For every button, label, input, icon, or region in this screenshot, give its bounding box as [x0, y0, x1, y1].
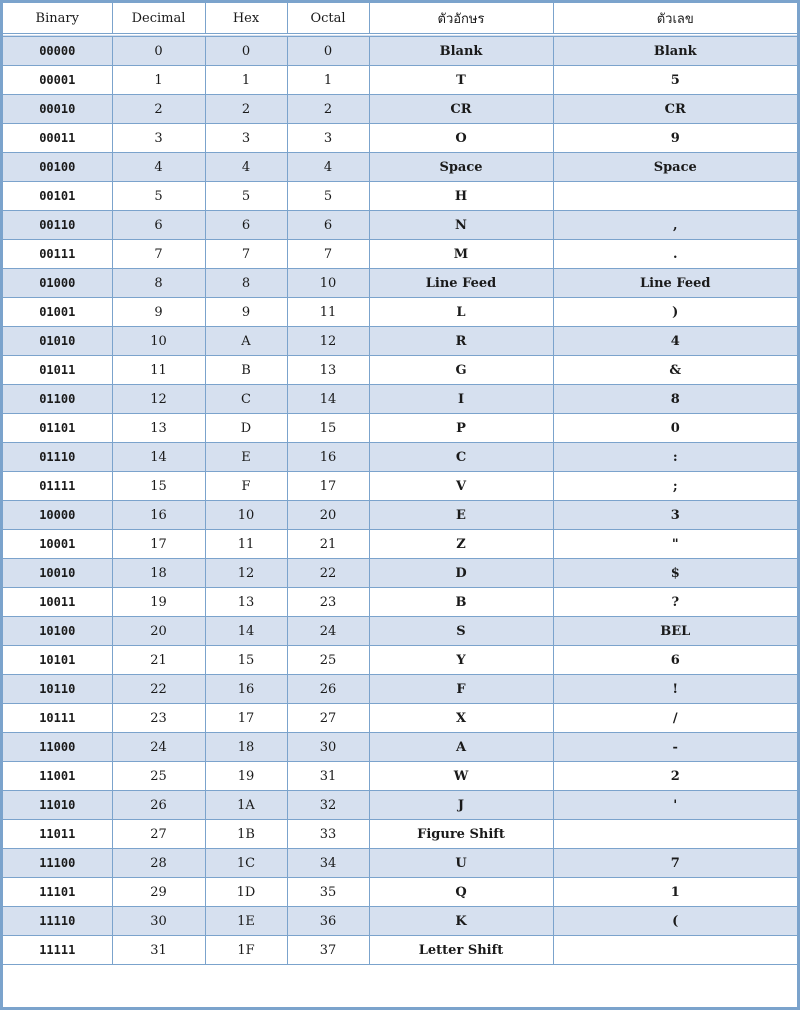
- cell-letter: C: [369, 443, 553, 472]
- cell-decimal: 4: [112, 153, 205, 182]
- cell-figure: .: [553, 240, 797, 269]
- cell-binary: 01000: [3, 269, 112, 298]
- cell-octal: 7: [287, 240, 369, 269]
- cell-figure: 7: [553, 849, 797, 878]
- cell-figure: 1: [553, 878, 797, 907]
- cell-decimal: 8: [112, 269, 205, 298]
- cell-decimal: 29: [112, 878, 205, 907]
- cell-octal: 33: [287, 820, 369, 849]
- table-row: [3, 501, 797, 530]
- cell-letter: Z: [369, 530, 553, 559]
- header-figures: ตัวเลข: [553, 3, 797, 35]
- cell-binary: 10010: [3, 559, 112, 588]
- table-row: [3, 240, 797, 269]
- table-body: [3, 35, 797, 965]
- cell-letter: M: [369, 240, 553, 269]
- cell-figure: Line Feed: [553, 269, 797, 298]
- cell-hex: 1B: [205, 820, 287, 849]
- cell-hex: 4: [205, 153, 287, 182]
- cell-binary: 10111: [3, 704, 112, 733]
- header-letters: ตัวอักษร: [369, 3, 553, 35]
- cell-hex: C: [205, 385, 287, 414]
- cell-binary: 01001: [3, 298, 112, 327]
- cell-octal: 6: [287, 211, 369, 240]
- cell-decimal: 28: [112, 849, 205, 878]
- cell-binary: 01111: [3, 472, 112, 501]
- cell-hex: B: [205, 356, 287, 385]
- table-row: [3, 704, 797, 733]
- cell-letter: P: [369, 414, 553, 443]
- cell-hex: A: [205, 327, 287, 356]
- cell-hex: 1A: [205, 791, 287, 820]
- cell-octal: 3: [287, 124, 369, 153]
- cell-octal: 21: [287, 530, 369, 559]
- cell-octal: 32: [287, 791, 369, 820]
- cell-figure: 3: [553, 501, 797, 530]
- table-row: [3, 530, 797, 559]
- cell-binary: 10110: [3, 675, 112, 704]
- table-row: [3, 385, 797, 414]
- cell-decimal: 15: [112, 472, 205, 501]
- cell-figure: CR: [553, 95, 797, 124]
- cell-decimal: 6: [112, 211, 205, 240]
- cell-binary: 01101: [3, 414, 112, 443]
- cell-decimal: 30: [112, 907, 205, 936]
- cell-figure: !: [553, 675, 797, 704]
- cell-binary: 11001: [3, 762, 112, 791]
- cell-letter: Line Feed: [369, 269, 553, 298]
- cell-octal: 31: [287, 762, 369, 791]
- cell-octal: 37: [287, 936, 369, 965]
- cell-octal: 34: [287, 849, 369, 878]
- cell-octal: 36: [287, 907, 369, 936]
- cell-octal: 1: [287, 66, 369, 95]
- cell-binary: 00100: [3, 153, 112, 182]
- cell-binary: 01100: [3, 385, 112, 414]
- cell-binary: 11011: [3, 820, 112, 849]
- cell-binary: 10100: [3, 617, 112, 646]
- cell-decimal: 18: [112, 559, 205, 588]
- cell-octal: 17: [287, 472, 369, 501]
- table-row: [3, 35, 797, 66]
- cell-letter: Q: [369, 878, 553, 907]
- cell-letter: E: [369, 501, 553, 530]
- table-row: [3, 269, 797, 298]
- cell-letter: B: [369, 588, 553, 617]
- cell-hex: 13: [205, 588, 287, 617]
- cell-figure: 8: [553, 385, 797, 414]
- table-row: [3, 124, 797, 153]
- cell-hex: 17: [205, 704, 287, 733]
- cell-decimal: 11: [112, 356, 205, 385]
- cell-figure: [553, 936, 797, 965]
- cell-hex: E: [205, 443, 287, 472]
- cell-hex: 1C: [205, 849, 287, 878]
- cell-hex: 12: [205, 559, 287, 588]
- cell-letter: R: [369, 327, 553, 356]
- cell-figure: &: [553, 356, 797, 385]
- cell-hex: 18: [205, 733, 287, 762]
- cell-binary: 00001: [3, 66, 112, 95]
- cell-letter: K: [369, 907, 553, 936]
- cell-figure: ;: [553, 472, 797, 501]
- table-row: [3, 211, 797, 240]
- cell-decimal: 19: [112, 588, 205, 617]
- cell-octal: 27: [287, 704, 369, 733]
- cell-figure: [553, 820, 797, 849]
- cell-decimal: 10: [112, 327, 205, 356]
- cell-hex: 1F: [205, 936, 287, 965]
- table-row: [3, 675, 797, 704]
- cell-letter: D: [369, 559, 553, 588]
- cell-binary: 01011: [3, 356, 112, 385]
- cell-figure: Space: [553, 153, 797, 182]
- cell-letter: Space: [369, 153, 553, 182]
- cell-hex: F: [205, 472, 287, 501]
- cell-octal: 35: [287, 878, 369, 907]
- cell-hex: 1D: [205, 878, 287, 907]
- table-row: [3, 878, 797, 907]
- cell-binary: 11010: [3, 791, 112, 820]
- cell-letter: CR: [369, 95, 553, 124]
- cell-figure: ?: [553, 588, 797, 617]
- cell-letter: Figure Shift: [369, 820, 553, 849]
- table-row: [3, 414, 797, 443]
- cell-letter: L: [369, 298, 553, 327]
- cell-letter: Blank: [369, 35, 553, 66]
- cell-octal: 13: [287, 356, 369, 385]
- cell-octal: 22: [287, 559, 369, 588]
- cell-decimal: 27: [112, 820, 205, 849]
- cell-figure: 0: [553, 414, 797, 443]
- table-row: [3, 298, 797, 327]
- cell-octal: 23: [287, 588, 369, 617]
- cell-octal: 15: [287, 414, 369, 443]
- cell-decimal: 26: [112, 791, 205, 820]
- cell-letter: I: [369, 385, 553, 414]
- cell-letter: T: [369, 66, 553, 95]
- cell-hex: D: [205, 414, 287, 443]
- cell-decimal: 25: [112, 762, 205, 791]
- cell-octal: 0: [287, 35, 369, 66]
- table-row: [3, 820, 797, 849]
- cell-figure: ": [553, 530, 797, 559]
- cell-figure: /: [553, 704, 797, 733]
- cell-letter: G: [369, 356, 553, 385]
- cell-hex: 7: [205, 240, 287, 269]
- cell-hex: 8: [205, 269, 287, 298]
- cell-decimal: 1: [112, 66, 205, 95]
- cell-decimal: 12: [112, 385, 205, 414]
- cell-decimal: 24: [112, 733, 205, 762]
- cell-binary: 11100: [3, 849, 112, 878]
- cell-letter: W: [369, 762, 553, 791]
- cell-hex: 1E: [205, 907, 287, 936]
- cell-binary: 00111: [3, 240, 112, 269]
- cell-hex: 1: [205, 66, 287, 95]
- cell-letter: O: [369, 124, 553, 153]
- cell-binary: 00010: [3, 95, 112, 124]
- table-header: [3, 3, 797, 35]
- header-binary: Binary: [3, 3, 112, 35]
- cell-hex: 10: [205, 501, 287, 530]
- cell-binary: 10000: [3, 501, 112, 530]
- cell-letter: F: [369, 675, 553, 704]
- cell-hex: 3: [205, 124, 287, 153]
- cell-binary: 10011: [3, 588, 112, 617]
- baudot-code-table: [3, 3, 797, 965]
- cell-figure: 6: [553, 646, 797, 675]
- cell-octal: 25: [287, 646, 369, 675]
- cell-octal: 20: [287, 501, 369, 530]
- cell-figure: 2: [553, 762, 797, 791]
- cell-binary: 00101: [3, 182, 112, 211]
- cell-decimal: 22: [112, 675, 205, 704]
- cell-octal: 10: [287, 269, 369, 298]
- table-row: [3, 617, 797, 646]
- cell-decimal: 14: [112, 443, 205, 472]
- cell-binary: 11110: [3, 907, 112, 936]
- cell-octal: 12: [287, 327, 369, 356]
- cell-hex: 14: [205, 617, 287, 646]
- table-row: [3, 936, 797, 965]
- cell-octal: 11: [287, 298, 369, 327]
- table-row: [3, 182, 797, 211]
- cell-binary: 00110: [3, 211, 112, 240]
- cell-hex: 15: [205, 646, 287, 675]
- table-row: [3, 443, 797, 472]
- cell-figure: 4: [553, 327, 797, 356]
- header-row: [3, 3, 797, 35]
- cell-binary: 11111: [3, 936, 112, 965]
- cell-binary: 10001: [3, 530, 112, 559]
- table-row: [3, 153, 797, 182]
- header-decimal: Decimal: [112, 3, 205, 35]
- cell-figure: (: [553, 907, 797, 936]
- cell-decimal: 17: [112, 530, 205, 559]
- cell-figure: 5: [553, 66, 797, 95]
- cell-letter: J: [369, 791, 553, 820]
- table-row: [3, 588, 797, 617]
- cell-figure: -: [553, 733, 797, 762]
- cell-hex: 9: [205, 298, 287, 327]
- cell-octal: 24: [287, 617, 369, 646]
- cell-decimal: 13: [112, 414, 205, 443]
- table-row: [3, 907, 797, 936]
- cell-decimal: 31: [112, 936, 205, 965]
- cell-hex: 5: [205, 182, 287, 211]
- cell-binary: 11101: [3, 878, 112, 907]
- cell-figure: ,: [553, 211, 797, 240]
- table-row: [3, 327, 797, 356]
- table-row: [3, 66, 797, 95]
- cell-figure: BEL: [553, 617, 797, 646]
- cell-octal: 4: [287, 153, 369, 182]
- table-row: [3, 472, 797, 501]
- header-hex: Hex: [205, 3, 287, 35]
- cell-figure: 9: [553, 124, 797, 153]
- header-octal: Octal: [287, 3, 369, 35]
- cell-decimal: 0: [112, 35, 205, 66]
- cell-decimal: 16: [112, 501, 205, 530]
- table-row: [3, 762, 797, 791]
- cell-letter: Y: [369, 646, 553, 675]
- cell-binary: 00000: [3, 35, 112, 66]
- cell-letter: V: [369, 472, 553, 501]
- cell-figure: Blank: [553, 35, 797, 66]
- cell-octal: 2: [287, 95, 369, 124]
- cell-figure: $: [553, 559, 797, 588]
- cell-letter: S: [369, 617, 553, 646]
- cell-letter: Letter Shift: [369, 936, 553, 965]
- cell-letter: H: [369, 182, 553, 211]
- cell-figure: [553, 182, 797, 211]
- cell-octal: 5: [287, 182, 369, 211]
- table-row: [3, 849, 797, 878]
- cell-hex: 11: [205, 530, 287, 559]
- cell-figure: ': [553, 791, 797, 820]
- cell-figure: ): [553, 298, 797, 327]
- cell-letter: A: [369, 733, 553, 762]
- cell-binary: 10101: [3, 646, 112, 675]
- cell-hex: 6: [205, 211, 287, 240]
- cell-octal: 14: [287, 385, 369, 414]
- cell-hex: 2: [205, 95, 287, 124]
- cell-letter: X: [369, 704, 553, 733]
- cell-binary: 00011: [3, 124, 112, 153]
- cell-decimal: 3: [112, 124, 205, 153]
- cell-binary: 01010: [3, 327, 112, 356]
- table-row: [3, 356, 797, 385]
- cell-decimal: 9: [112, 298, 205, 327]
- cell-octal: 16: [287, 443, 369, 472]
- cell-hex: 19: [205, 762, 287, 791]
- cell-decimal: 21: [112, 646, 205, 675]
- cell-binary: 11000: [3, 733, 112, 762]
- cell-binary: 01110: [3, 443, 112, 472]
- cell-letter: U: [369, 849, 553, 878]
- table-row: [3, 559, 797, 588]
- cell-decimal: 5: [112, 182, 205, 211]
- table-row: [3, 95, 797, 124]
- cell-decimal: 23: [112, 704, 205, 733]
- table-row: [3, 791, 797, 820]
- table-row: [3, 733, 797, 762]
- cell-decimal: 7: [112, 240, 205, 269]
- cell-figure: :: [553, 443, 797, 472]
- table-row: [3, 646, 797, 675]
- cell-hex: 16: [205, 675, 287, 704]
- cell-octal: 26: [287, 675, 369, 704]
- cell-hex: 0: [205, 35, 287, 66]
- cell-decimal: 2: [112, 95, 205, 124]
- cell-letter: N: [369, 211, 553, 240]
- cell-decimal: 20: [112, 617, 205, 646]
- cell-octal: 30: [287, 733, 369, 762]
